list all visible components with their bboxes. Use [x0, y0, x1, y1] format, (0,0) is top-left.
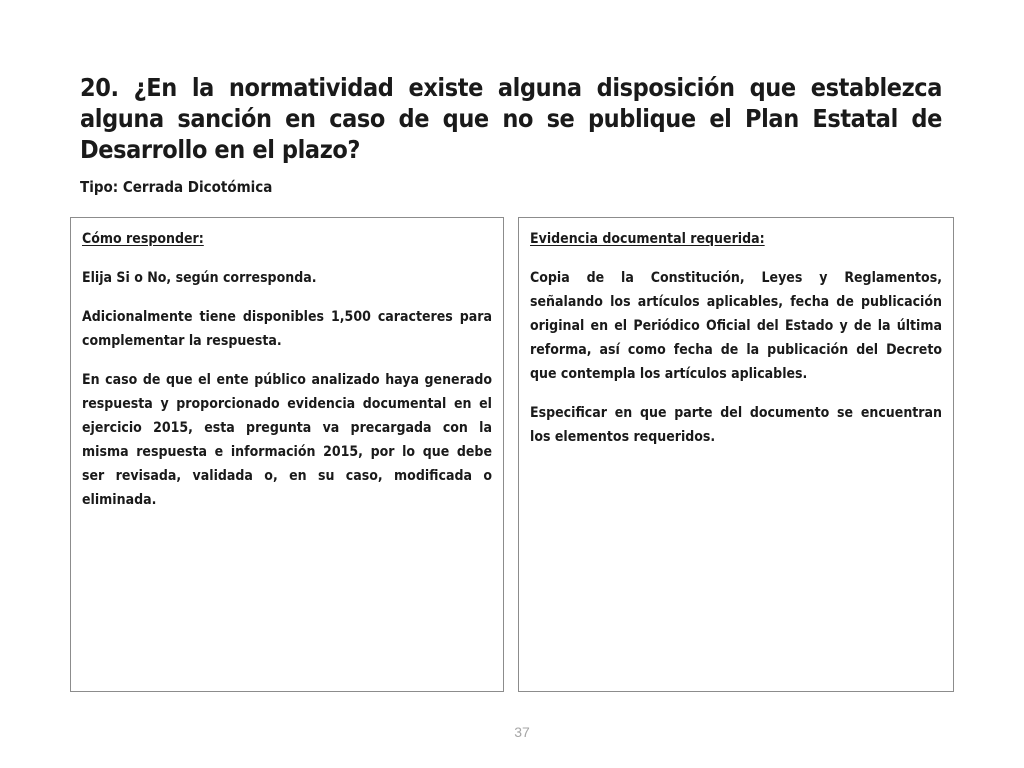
evidence-paragraph: Especificar en que parte del documento se encuentran los elementos requeridos.	[530, 405, 942, 445]
question-title: 20. ¿En la normatividad existe alguna disposición que establezca alguna sanción en caso de que no se publique el Plan Estatal de Desarrollo en el plazo?	[80, 73, 942, 164]
how-to-answer-paragraph: Elija Si o No, según corresponda.	[82, 270, 317, 286]
evidence-heading: Evidencia documental requerida:	[530, 231, 765, 247]
evidence-panel	[518, 217, 954, 692]
how-to-answer-heading: Cómo responder:	[82, 231, 204, 247]
how-to-answer-paragraph: Adicionalmente tiene disponibles 1,500 caracteres para complementar la respuesta.	[82, 309, 492, 349]
question-type-label: Tipo: Cerrada Dicotómica	[80, 178, 273, 196]
evidence-paragraph: Copia de la Constitución, Leyes y Reglamentos, señalando los artículos aplicables, fecha de publicación original en el Periódico Oficial del Estado y de la última reforma, así como fecha de la publicación del Decreto que contempla los artículos aplicables.	[530, 270, 942, 382]
how-to-answer-panel	[70, 217, 504, 692]
page-number: 37	[514, 724, 530, 740]
how-to-answer-paragraph: En caso de que el ente público analizado haya generado respuesta y proporcionado evidencia documental en el ejercicio 2015, esta pregunta va precargada con la misma respuesta e información 2015, por lo que debe ser revisada, validada o, en su caso, modificada o eliminada.	[82, 372, 492, 508]
